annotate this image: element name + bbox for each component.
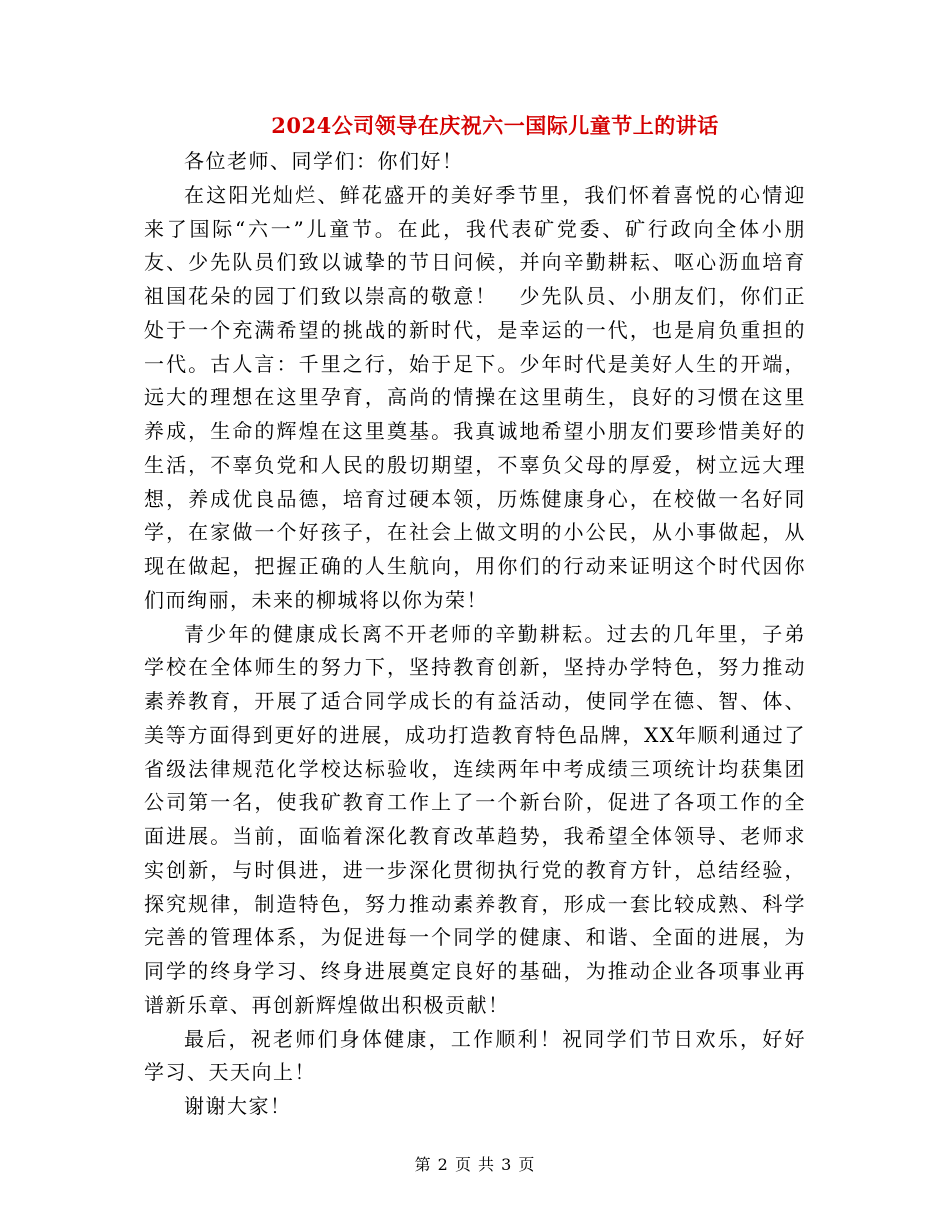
document-title: 2024公司领导在庆祝六一国际儿童节上的讲话 [271, 113, 719, 138]
body-paragraph: 在这阳光灿烂、鲜花盛开的美好季节里，我们怀着喜悦的心情迎来了国际“六一”儿童节。在此，我代表矿党委、矿行政向全体小朋友、少先队员们致以诚挚的节日问候，并向辛勤耕耘、呕心沥血培育祖国花朵的园丁们致以崇高的敬意！ 少先队员、小朋友们，你们正处于一个充满希望的挑战的新时代，是幸运的一代，也是肩负重担的一代。古人言：千里之行，始于足下。少年时代是美好人生的开端，远大的理想在这里孕育，高尚的情操在这里萌生，良好的习惯在这里养成，生命的辉煌在这里奠基。我真诚地希望小朋友们要珍惜美好的生活，不辜负党和人民的殷切期望，不辜负父母的厚爱，树立远大理想，养成优良品德，培育过硬本领，历炼健康身心，在校做一名好同学，在家做一个好孩子，在社会上做文明的小公民，从小事做起，从现在做起，把握正确的人生航向，用你们的行动来证明这个时代因你们而绚丽，未来的柳城将以你为荣！ [144, 182, 806, 612]
document-body [144, 145, 806, 1124]
thanks-paragraph: 谢谢大家！ [184, 1094, 292, 1118]
greeting-paragraph: 各位老师、同学们：你们好！ [184, 149, 464, 173]
closing-paragraph: 最后，祝老师们身体健康，工作顺利！祝同学们节日欢乐，好好学习、天天向上！ [144, 1026, 806, 1085]
page-number-footer: 第 2 页 共 3 页 [414, 1155, 536, 1174]
body-paragraph: 青少年的健康成长离不开老师的辛勤耕耘。过去的几年里，子弟学校在全体师生的努力下，坚持教育创新，坚持办学特色，努力推动素养教育，开展了适合同学成长的有益活动，使同学在德、智、体、美等方面得到更好的进展，成功打造教育特色品牌，XX年顺利通过了省级法律规范化学校达标验收，连续两年中考成绩三项统计均获集团公司第一名，使我矿教育工作上了一个新台阶，促进了各项工作的全面进展。当前，面临着深化教育改革趋势，我希望全体领导、老师求实创新，与时俱进，进一步深化贯彻执行党的教育方针，总结经验，探究规律，制造特色，努力推动素养教育，形成一套比较成熟、科学完善的管理体系，为促进每一个同学的健康、和谐、全面的进展，为同学的终身学习、终身进展奠定良好的基础，为推动企业各项事业再谱新乐章、再创新辉煌做出积极贡献！ [144, 621, 806, 1017]
